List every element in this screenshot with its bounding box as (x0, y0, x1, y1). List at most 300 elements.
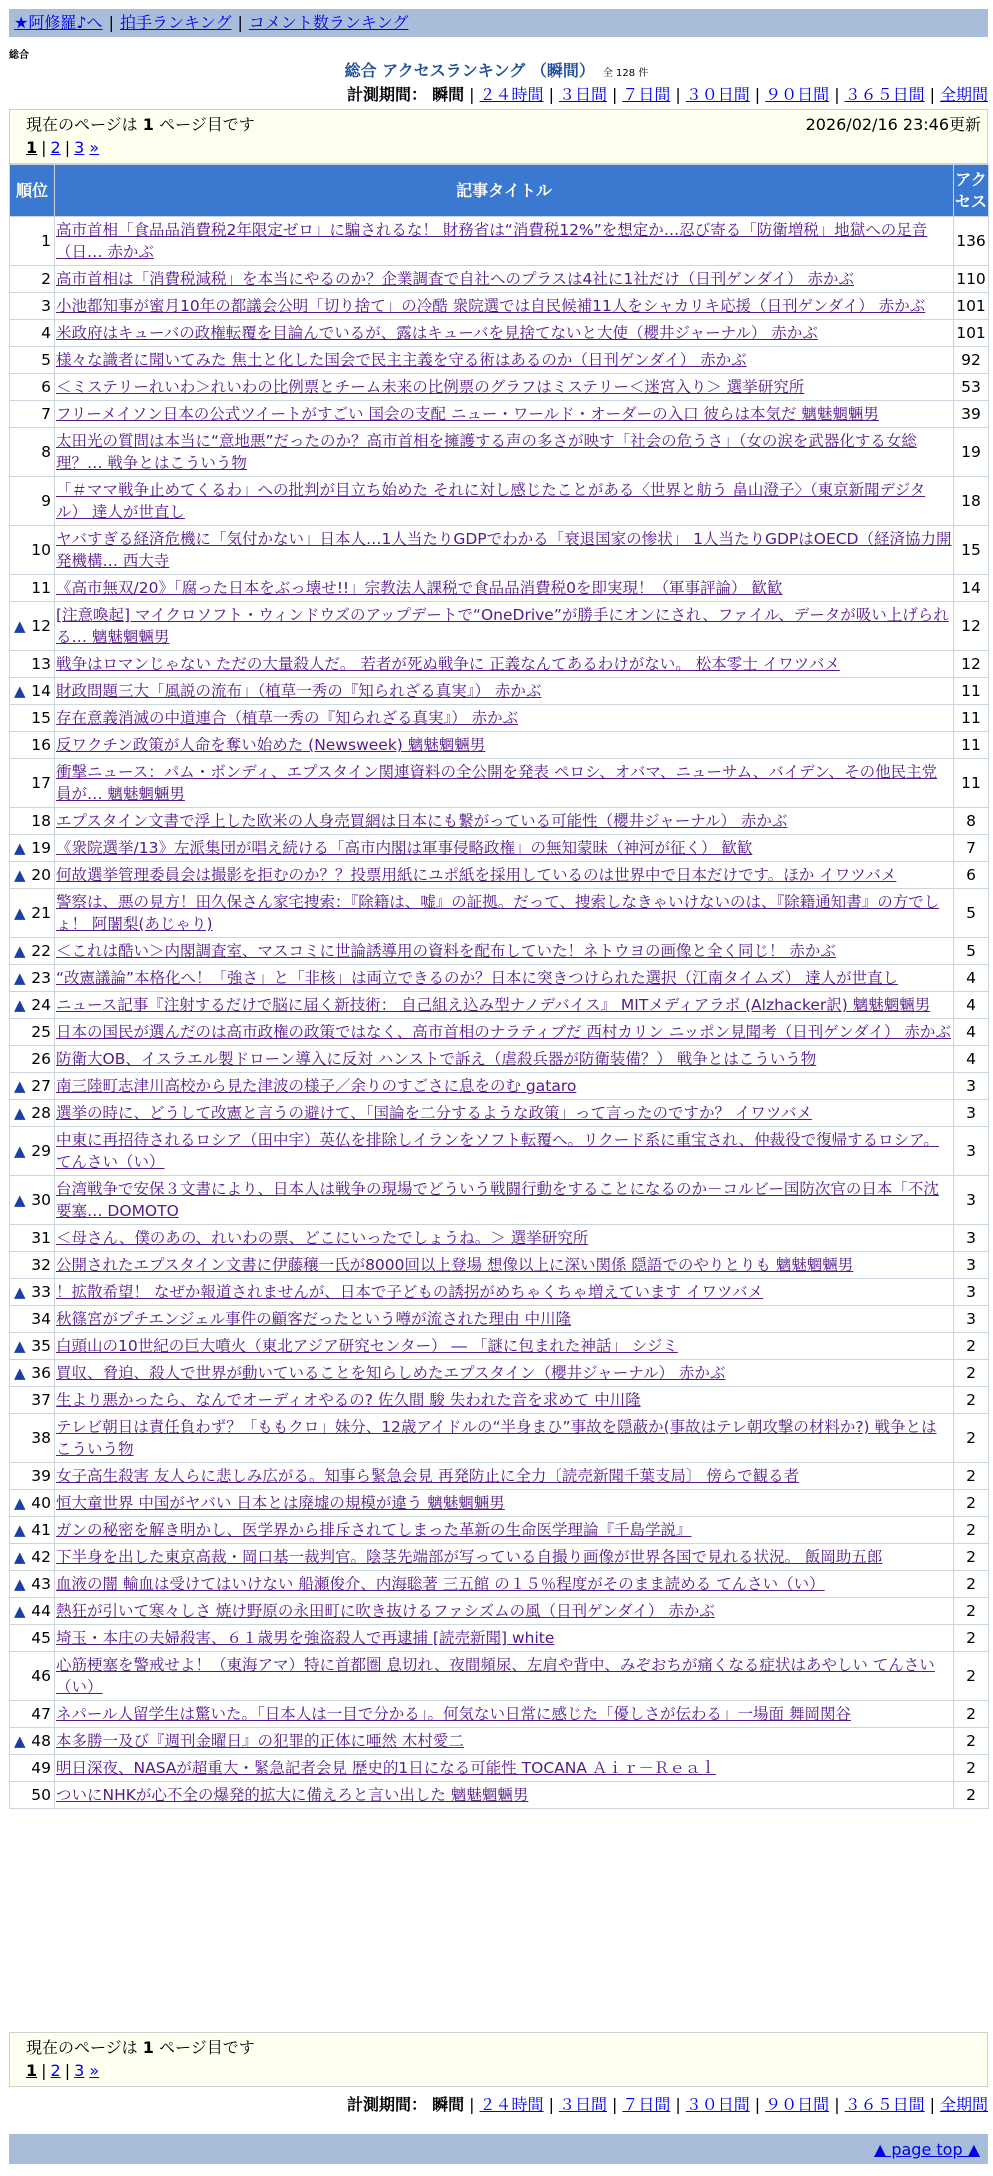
table-row (10, 1517, 989, 1544)
title-cell (55, 705, 954, 732)
article-link[interactable]: 血液の闇 輸血は受けてはいけない 船瀬俊介、内海聡著 三五館 の１５％程度がそのまま読める てんさい（い） (56, 1575, 825, 1593)
article-link[interactable]: 中東に再招待されるロシア（田中宇）英仏を排除しイランをソフト転覆へ。リクード系に重宝され、仲裁役で復帰するロシア。 てんさい（い） (56, 1131, 939, 1171)
rank-number: 34 (31, 1310, 51, 1328)
next-page-link[interactable]: » (89, 2061, 100, 2080)
table-row (10, 1387, 989, 1414)
rank-up-icon: ▲ (14, 942, 26, 960)
bottom-bar (9, 2134, 988, 2164)
title-cell (55, 678, 954, 705)
access-count: 2 (954, 1333, 989, 1360)
access-count: 3 (954, 1252, 989, 1279)
article-link[interactable]: フリーメイソン日本の公式ツイートがすごい 国会の支配 ニュー・ワールド・オーダーの入口 彼らは本気だ 魑魅魍魎男 (56, 405, 879, 423)
page-title-text: 総合 アクセスランキング （瞬間） (344, 61, 595, 80)
table-row (10, 1225, 989, 1252)
top-navigation (9, 9, 988, 37)
article-link[interactable]: 心筋梗塞を警戒せよ！（東海アマ）特に首都圏 息切れ、夜間頻尿、左肩や背中、みぞおちが痛くなる症状はあやしい てんさい（い） (56, 1656, 935, 1696)
access-count: 8 (954, 808, 989, 835)
table-row (10, 1046, 989, 1073)
article-link[interactable]: ＜これは酷い＞内閣調査室、マスコミに世論誘導用の資料を配布していた！ネトウヨの画像と全く同じ！ 赤かぶ (56, 942, 836, 960)
access-count: 4 (954, 1046, 989, 1073)
table-row (10, 965, 989, 992)
article-link[interactable]: [注意喚起] マイクロソフト・ウィンドウズのアップデートで“OneDrive”が勝手にオンにされ、ファイル、データが吸い上げられる… 魑魅魍魎男 (56, 606, 949, 646)
rank-cell (10, 1782, 55, 1809)
access-count: 2 (954, 1490, 989, 1517)
access-count: 101 (954, 293, 989, 320)
article-link[interactable]: 戦争はロマンじゃない ただの大量殺人だ。 若者が死ぬ戦争に 正義なんてあるわけがない。 松本零士 イワツバメ (56, 655, 840, 673)
period-current: 瞬間 (432, 85, 465, 104)
rank-header: 順位 (10, 165, 55, 217)
title-cell (55, 732, 954, 759)
rank-number: 20 (31, 866, 51, 884)
update-date: 2026/02/16 23:46更新 (805, 115, 981, 134)
period-90d-link[interactable]: ９０日間 (765, 85, 830, 104)
article-link[interactable]: 「＃ママ戦争止めてくるわ」への批判が目立ち始めた それに対し感じたことがある〈世界と舫う 畠山澄子〉（東京新聞デジタル） 達人が世直し (56, 481, 926, 521)
rank-number: 14 (31, 682, 51, 700)
rank-number: 23 (31, 969, 51, 987)
rank-number: 16 (31, 736, 51, 754)
article-link[interactable]: 恒大童世界 中国がヤバい 日本とは廃墟の規模が違う 魑魅魍魎男 (56, 1494, 505, 1512)
table-row (10, 575, 989, 602)
title-cell (55, 808, 954, 835)
rank-number: 25 (31, 1023, 51, 1041)
table-row (10, 1463, 989, 1490)
article-link[interactable]: “改憲議論”本格化へ！「強さ」と「非核」は両立できるのか？日本に突きつけられた選択（江南タイムズ） 達人が世直し (56, 969, 899, 987)
access-count: 2 (954, 1728, 989, 1755)
article-link[interactable]: 南三陸町志津川高校から見た津波の様子／余りのすごさに息をのむ gataro (56, 1077, 577, 1095)
rank-cell (10, 732, 55, 759)
article-link[interactable]: 小池都知事が蜜月10年の都議会公明「切り捨て」の冷酷 衆院選では自民候補11人をシャカリキ応援（日刊ゲンダイ） 赤かぶ (56, 297, 926, 315)
rank-number: 50 (31, 1786, 51, 1804)
article-link[interactable]: 太田光の質問は本当に“意地悪”だったのか？高市首相を擁護する声の多さが映す「社会の危うさ」（女の涙を武器化する女総理？… 戦争とはこういう物 (56, 432, 917, 472)
category-label: 総合 (9, 50, 29, 61)
rank-cell (10, 1306, 55, 1333)
rank-number: 3 (41, 297, 51, 315)
table-row (10, 401, 989, 428)
article-link[interactable]: 存在意義消滅の中道連合（植草一秀の『知られざる真実』） 赤かぶ (56, 709, 519, 727)
rank-up-icon: ▲ (14, 1364, 26, 1382)
table-row (10, 1279, 989, 1306)
table-row (10, 1782, 989, 1809)
rank-number: 21 (31, 904, 51, 922)
page-3-link[interactable]: 3 (74, 2061, 85, 2080)
title-cell (55, 889, 954, 938)
article-link[interactable]: 日本の国民が選んだのは高市政権の政策ではなく、高市首相のナラティブだ 西村カリン ニッポン見聞考（日刊ゲンダイ） 赤かぶ (56, 1023, 951, 1041)
article-link[interactable]: ＜母さん、僕のあの、れいわの票、どこにいったでしょうね。＞ 選挙研究所 (56, 1229, 589, 1247)
title-cell (55, 1598, 954, 1625)
page-top-link[interactable]: ▲ page top ▲ (873, 2140, 980, 2159)
article-link[interactable]: 白頭山の10世紀の巨大噴火（東北アジア研究センター） ― 「謎に包まれた神話」 シジミ (56, 1337, 678, 1355)
title-cell (55, 374, 954, 401)
article-link[interactable]: 衝撃ニュース：パム・ボンディ、エプスタイン関連資料の全公開を発表 ペロシ、オバマ、ニューサム、バイデン、その他民主党員が… 魑魅魍魎男 (56, 763, 938, 803)
rank-cell (10, 992, 55, 1019)
article-link[interactable]: 高市首相「食品品消費税2年限定ゼロ」に騙されるな！ 財務省は“消費税12%”を想定か…忍び寄る「防衛増税」地獄への足音（日… 赤かぶ (56, 221, 928, 261)
article-link[interactable]: 埼玉・本庄の夫婦殺害、６１歳男を強盗殺人で再逮捕 [読売新聞] white (56, 1629, 555, 1647)
access-count: 18 (954, 477, 989, 526)
rank-number: 28 (31, 1104, 51, 1122)
rank-number: 45 (31, 1629, 51, 1647)
access-count: 12 (954, 651, 989, 678)
rank-cell (10, 1176, 55, 1225)
rank-number: 24 (31, 996, 51, 1014)
rank-cell (10, 374, 55, 401)
rank-cell (10, 1360, 55, 1387)
title-cell (55, 1387, 954, 1414)
article-link[interactable]: ヤバすぎる経済危機に「気付かない」日本人…1人当たりGDPでわかる「衰退国家の惨状」 1人当たりGDPはOECD（経済協力開発機構… 西大寺 (56, 530, 952, 570)
title-cell (55, 347, 954, 374)
rank-cell (10, 1073, 55, 1100)
rank-cell (10, 217, 55, 266)
table-row (10, 1490, 989, 1517)
rank-number: 47 (31, 1705, 51, 1723)
access-count: 136 (954, 217, 989, 266)
period-all-link[interactable]: 全期間 (939, 85, 988, 104)
rank-number: 42 (31, 1548, 51, 1566)
access-count: 3 (954, 1176, 989, 1225)
rank-cell (10, 1701, 55, 1728)
access-count: 3 (954, 1306, 989, 1333)
title-cell (55, 938, 954, 965)
table-row (10, 705, 989, 732)
rank-cell (10, 835, 55, 862)
page-3-link[interactable]: 3 (74, 138, 85, 157)
table-row (10, 1127, 989, 1176)
page-2-link[interactable]: 2 (50, 138, 61, 157)
title-cell (55, 1463, 954, 1490)
access-count: 4 (954, 1019, 989, 1046)
rank-number: 41 (31, 1521, 51, 1539)
title-cell (55, 759, 954, 808)
period-3d-link[interactable]: ３日間 (558, 2095, 607, 2114)
title-header: 記事タイトル (55, 165, 954, 217)
table-row (10, 293, 989, 320)
title-cell (55, 835, 954, 862)
period-label: 計測期間： (347, 85, 428, 104)
page-title (0, 60, 993, 85)
article-link[interactable]: ネパール人留学生は驚いた。「日本人は一目で分かる」。何気ない日常に感じた「優しさが伝わる」一場面 舞岡関谷 (56, 1705, 851, 1723)
access-count: 2 (954, 1463, 989, 1490)
access-count: 6 (954, 862, 989, 889)
period-selector-bottom: 計測期間： 瞬間 | ２４時間 | ３日間 | ７日間 | ３０日間 | ９０日間 | ３６５日間 | 全期間 (347, 2095, 988, 2114)
rank-up-icon: ▲ (14, 1548, 26, 1566)
table-row (10, 477, 989, 526)
rank-up-icon: ▲ (14, 1494, 26, 1512)
rank-number: 31 (31, 1229, 51, 1247)
pagination: 1 | 2 | 3 » (26, 138, 100, 157)
table-row (10, 526, 989, 575)
article-link[interactable]: 女子高生殺害 友人らに悲しみ広がる。知事ら緊急会見 再発防止に全力〔読売新聞千葉支局〕 傍らで観る者 (56, 1467, 800, 1485)
title-cell (55, 1701, 954, 1728)
home-link[interactable]: ★阿修羅♪へ (14, 13, 103, 32)
rank-cell (10, 705, 55, 732)
article-link[interactable]: ついにNHKが心不全の爆発的拡大に備えろと言い出した 魑魅魍魎男 (56, 1786, 529, 1804)
rank-number: 19 (31, 839, 51, 857)
article-link[interactable]: 反ワクチン政策が人命を奪い始めた (Newsweek) 魑魅魍魎男 (56, 736, 486, 754)
article-link[interactable]: 生より悪かったら、なんでオーディオやるの? 佐久間 駿 失われた音を求めて 中川隆 (56, 1391, 641, 1409)
rank-number: 32 (31, 1256, 51, 1274)
article-link[interactable]: ！拡散希望！ なぜか報道されませんが、日本で子どもの誘拐がめちゃくちゃ増えています イワツバメ (56, 1283, 764, 1301)
article-link[interactable]: 買収、脅迫、殺人で世界が動いていることを知らしめたエプスタイン（櫻井ジャーナル） 赤かぶ (56, 1364, 726, 1382)
period-24h-link[interactable]: ２４時間 (479, 85, 544, 104)
article-link[interactable]: ＜ミステリーれいわ＞れいわの比例票とチーム未来の比例票のグラフはミステリー＜迷宮入り＞ 選挙研究所 (56, 378, 805, 396)
article-link[interactable]: ニュース記事『注射するだけで脳に届く新技術： 自己組え込み型ナノデバイス』 MITメディアラボ (Alzhacker訳) 魑魅魍魎男 (56, 996, 931, 1014)
access-count: 39 (954, 401, 989, 428)
access-count: 5 (954, 889, 989, 938)
access-count: 2 (954, 1544, 989, 1571)
article-link[interactable]: テレビ朝日は責任負わず？「ももクロ」妹分、12歳アイドルの“半身まひ”事故を隠蔽か(事故はテレ朝攻撃の材料か?) 戦争とはこういう物 (56, 1418, 937, 1458)
rank-cell (10, 808, 55, 835)
article-link[interactable]: 公開されたエプスタイン文書に伊藤穰一氏が8000回以上登場 想像以上に深い関係 隠語でのやりとりも 魑魅魍魎男 (56, 1256, 854, 1274)
rank-number: 9 (41, 492, 51, 510)
access-count: 2 (954, 1782, 989, 1809)
title-cell (55, 217, 954, 266)
rank-up-icon: ▲ (14, 1575, 26, 1593)
table-row (10, 1019, 989, 1046)
period-24h-link[interactable]: ２４時間 (479, 2095, 544, 2114)
access-count: 3 (954, 1127, 989, 1176)
rank-up-icon: ▲ (14, 1521, 26, 1539)
rank-up-icon: ▲ (14, 1104, 26, 1122)
rank-number: 46 (31, 1667, 51, 1685)
article-link[interactable]: ガンの秘密を解き明かし、医学界から排斥されてしまった革新の生命医学理論『千島学説』 (56, 1521, 692, 1539)
table-row (10, 1073, 989, 1100)
rank-number: 48 (31, 1732, 51, 1750)
rank-cell (10, 428, 55, 477)
table-row (10, 862, 989, 889)
article-link[interactable]: エプスタイン文書で浮上した欧米の人身売買網は日本にも繋がっている可能性（櫻井ジャーナル） 赤かぶ (56, 812, 788, 830)
article-link[interactable]: 高市首相は「消費税減税」を本当にやるのか？企業調査で自社へのプラスは4社に1社だけ（日刊ゲンダイ） 赤かぶ (56, 270, 854, 288)
article-link[interactable]: 本多勝一及び『週刊金曜日』の犯罪的正体に唖然 木村愛二 (56, 1732, 464, 1750)
page-2-link[interactable]: 2 (50, 2061, 61, 2080)
title-cell (55, 1046, 954, 1073)
period-365d-link[interactable]: ３６５日間 (844, 2095, 925, 2114)
table-row (10, 428, 989, 477)
title-cell (55, 293, 954, 320)
rank-cell (10, 266, 55, 293)
article-link[interactable]: 選挙の時に、どうして改憲と言うの避けて、「国論を二分するような政策」って言ったのですか？ イワツバメ (56, 1104, 813, 1122)
rank-number: 33 (31, 1283, 51, 1301)
rank-number: 44 (31, 1602, 51, 1620)
article-link[interactable]: 熱狂が引いて寒々しさ 焼け野原の永田町に吹き抜けるファシズムの風（日刊ゲンダイ） 赤かぶ (56, 1602, 715, 1620)
next-page-link[interactable]: » (89, 138, 100, 157)
title-cell (55, 1073, 954, 1100)
rank-number: 37 (31, 1391, 51, 1409)
title-cell (55, 1782, 954, 1809)
total-count: 全 128 件 (602, 68, 649, 79)
access-count: 4 (954, 965, 989, 992)
table-row (10, 1652, 989, 1701)
title-cell (55, 1652, 954, 1701)
rank-up-icon: ▲ (14, 1283, 26, 1301)
access-count: 2 (954, 1517, 989, 1544)
access-count: 14 (954, 575, 989, 602)
article-link[interactable]: 下半身を出した東京高裁・岡口基一裁判官。陰茎先端部が写っている自撮り画像が世界各国で見れる状況。 飯岡助五郎 (56, 1548, 883, 1566)
period-7d-link[interactable]: ７日間 (622, 2095, 671, 2114)
access-count: 7 (954, 835, 989, 862)
table-row (10, 759, 989, 808)
table-row (10, 1333, 989, 1360)
rank-number: 27 (31, 1077, 51, 1095)
article-link[interactable]: 防衛大OB、イスラエル製ドローン導入に反対 ハンストで訴え（虐殺兵器が防衛装備？） 戦争とはこういう物 (56, 1050, 817, 1068)
rank-number: 43 (31, 1575, 51, 1593)
access-count: 11 (954, 705, 989, 732)
table-row (10, 1701, 989, 1728)
rank-number: 11 (31, 579, 51, 597)
access-count: 3 (954, 1225, 989, 1252)
period-30d-link[interactable]: ３０日間 (685, 85, 750, 104)
access-count: 11 (954, 759, 989, 808)
title-cell (55, 992, 954, 1019)
article-link[interactable]: 台湾戦争で安保３文書により、日本人は戦争の現場でどういう戦闘行動をすることになるのか－コルビー国防次官の日本「不沈要塞… DOMOTO (56, 1180, 939, 1220)
rank-cell (10, 1571, 55, 1598)
rank-cell (10, 938, 55, 965)
applause-ranking-link[interactable]: 拍手ランキング (119, 13, 232, 32)
article-link[interactable]: 財政問題三大「風説の流布」（植草一秀の『知られざる真実』） 赤かぶ (56, 682, 542, 700)
access-count: 15 (954, 526, 989, 575)
article-link[interactable]: 警察は、悪の見方！田久保さん家宅捜索：『除籍は、嘘』の証拠。だって、捜索しなきゃいけないのは、『除籍通知書』の方でしょ！ 阿闍梨(あじゃり) (56, 893, 940, 933)
access-count: 3 (954, 1073, 989, 1100)
access-count: 2 (954, 1414, 989, 1463)
rank-cell (10, 1463, 55, 1490)
period-all-link[interactable]: 全期間 (939, 2095, 988, 2114)
table-row (10, 1252, 989, 1279)
access-count: 11 (954, 678, 989, 705)
title-cell (55, 651, 954, 678)
rank-number: 2 (41, 270, 51, 288)
access-header: アクセス (954, 165, 989, 217)
rank-cell (10, 1598, 55, 1625)
rank-cell (10, 1279, 55, 1306)
rank-number: 26 (31, 1050, 51, 1068)
table-row (10, 678, 989, 705)
article-link[interactable]: 米政府はキューバの政権転覆を目論んでいるが、露はキューバを見捨てないと大使（櫻井ジャーナル） 赤かぶ (56, 324, 818, 342)
period-current: 瞬間 (432, 2095, 465, 2114)
rank-cell (10, 965, 55, 992)
rank-number: 49 (31, 1759, 51, 1777)
article-link[interactable]: 何故選挙管理委員会は撮影を拒むのか？？投票用紙にユポ紙を採用しているのは世界中で日本だけです。ほか イワツバメ (56, 866, 897, 884)
period-7d-link[interactable]: ７日間 (622, 85, 671, 104)
title-cell (55, 862, 954, 889)
rank-cell (10, 651, 55, 678)
period-90d-link[interactable]: ９０日間 (765, 2095, 830, 2114)
title-cell (55, 1019, 954, 1046)
table-row (10, 938, 989, 965)
title-cell (55, 1100, 954, 1127)
table-row (10, 1360, 989, 1387)
access-count: 2 (954, 1652, 989, 1701)
table-row (10, 808, 989, 835)
title-cell (55, 526, 954, 575)
rank-up-icon: ▲ (14, 1732, 26, 1750)
rank-number: 15 (31, 709, 51, 727)
rank-cell (10, 320, 55, 347)
title-cell (55, 575, 954, 602)
rank-cell (10, 602, 55, 651)
table-row (10, 1544, 989, 1571)
period-30d-link[interactable]: ３０日間 (685, 2095, 750, 2114)
rank-cell (10, 678, 55, 705)
table-header-row (10, 165, 989, 217)
rank-up-icon: ▲ (14, 1077, 26, 1095)
table-row (10, 1625, 989, 1652)
table-row (10, 835, 989, 862)
title-cell (55, 1252, 954, 1279)
ranking-body (10, 217, 989, 1809)
pager-bottom (9, 2032, 988, 2087)
period-3d-link[interactable]: ３日間 (558, 85, 607, 104)
rank-up-icon: ▲ (14, 1191, 26, 1209)
pagination: 1 | 2 | 3 » (26, 2061, 100, 2080)
rank-cell (10, 1019, 55, 1046)
rank-number: 39 (31, 1467, 51, 1485)
article-link[interactable]: 《高市無双/20》「腐った日本をぶっ壊せ!!」宗教法人課税で食品品消費税0を即実現！（軍事評論） 歓歓 (56, 579, 783, 597)
rank-cell (10, 759, 55, 808)
rank-up-icon: ▲ (14, 1337, 26, 1355)
table-row (10, 217, 989, 266)
title-cell (55, 1176, 954, 1225)
rank-number: 36 (31, 1364, 51, 1382)
access-count: 2 (954, 1701, 989, 1728)
rank-up-icon: ▲ (14, 1142, 26, 1160)
table-row (10, 1598, 989, 1625)
rank-number: 40 (31, 1494, 51, 1512)
article-link[interactable]: 《衆院選挙/13》左派集団が唱え続ける「高市内閣は軍事侵略政権」の無知蒙昧（神河が征く） 歓歓 (56, 839, 753, 857)
access-count: 3 (954, 1100, 989, 1127)
rank-cell (10, 1652, 55, 1701)
access-count: 2 (954, 1571, 989, 1598)
comment-ranking-link[interactable]: コメント数ランキング (248, 13, 409, 32)
rank-cell (10, 1387, 55, 1414)
title-cell (55, 965, 954, 992)
rank-number: 12 (31, 617, 51, 635)
title-cell (55, 1127, 954, 1176)
access-count: 53 (954, 374, 989, 401)
rank-number: 4 (41, 324, 51, 342)
access-count: 12 (954, 602, 989, 651)
rank-number: 22 (31, 942, 51, 960)
page-1-current: 1 (26, 2061, 38, 2080)
rank-cell (10, 1625, 55, 1652)
title-cell (55, 428, 954, 477)
access-count: 2 (954, 1755, 989, 1782)
period-365d-link[interactable]: ３６５日間 (844, 85, 925, 104)
pager-top (9, 109, 988, 164)
title-cell (55, 320, 954, 347)
rank-up-icon: ▲ (14, 904, 26, 922)
rank-cell (10, 526, 55, 575)
title-cell (55, 1544, 954, 1571)
article-link[interactable]: 明日深夜、NASAが超重大・緊急記者会見 歴史的1日になる可能性 TOCANA Ａｉｒ－Ｒｅａｌ (56, 1759, 716, 1777)
access-count: 2 (954, 1360, 989, 1387)
rank-cell (10, 889, 55, 938)
period-label: 計測期間： (347, 2095, 428, 2114)
title-cell (55, 602, 954, 651)
article-link[interactable]: 秋篠宮がプチエンジェル事件の顧客だったという噂が流された理由 中川隆 (56, 1310, 572, 1328)
table-row (10, 1571, 989, 1598)
access-count: 2 (954, 1625, 989, 1652)
rank-cell (10, 1127, 55, 1176)
rank-cell (10, 1333, 55, 1360)
article-link[interactable]: 様々な識者に聞いてみた 焦土と化した国会で民主主義を守る術はあるのか（日刊ゲンダイ） 赤かぶ (56, 351, 747, 369)
title-cell (55, 401, 954, 428)
rank-number: 10 (31, 541, 51, 559)
access-count: 3 (954, 1279, 989, 1306)
table-row (10, 1306, 989, 1333)
rank-number: 7 (41, 405, 51, 423)
rank-cell (10, 1544, 55, 1571)
table-row (10, 992, 989, 1019)
rank-cell (10, 862, 55, 889)
title-cell (55, 1279, 954, 1306)
